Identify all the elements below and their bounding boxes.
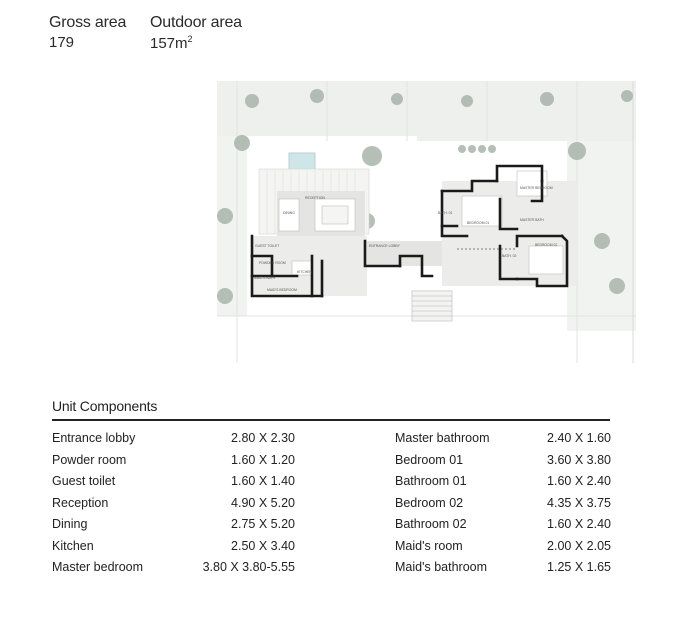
label-master-bedroom: MASTER BEDROOM <box>520 186 553 190</box>
label-kitchen: KITCHEN <box>297 270 312 274</box>
label-bedroom2: BEDROOM 02 <box>535 243 558 247</box>
component-row <box>395 560 611 582</box>
component-name: Bathroom 02 <box>395 517 467 531</box>
component-dimensions: 1.60 X 1.20 <box>231 452 295 467</box>
label-entrance-lobby: ENTRANCE LOBBY <box>369 244 400 248</box>
label-reception: RECEPTION <box>305 196 325 200</box>
unit-components-title: Unit Components <box>52 398 158 414</box>
component-name: Master bedroom <box>52 560 144 574</box>
component-name: Reception <box>52 495 109 510</box>
gross-area-value: 179 <box>49 34 75 51</box>
component-dimensions: 1.60 X 2.40 <box>547 517 611 531</box>
component-row <box>52 496 295 518</box>
component-dimensions: 1.60 X 1.40 <box>231 474 295 488</box>
component-name: Bedroom 01 <box>395 452 464 467</box>
component-dimensions: 2.80 X 2.30 <box>231 431 295 445</box>
label-master-bath: MASTER BATH <box>520 218 544 222</box>
component-dimensions: 1.25 X 1.65 <box>547 560 611 574</box>
component-row <box>395 496 611 518</box>
component-name: Guest toilet <box>52 474 116 488</box>
component-name: Bathroom 01 <box>395 474 467 488</box>
outdoor-area-unit: m <box>175 35 188 52</box>
label-powder-room: POWDER ROOM <box>259 261 286 265</box>
label-maids-bedroom: MAID'S BEDROOM <box>267 288 297 292</box>
label-bath2: BATH. 02 <box>502 254 517 258</box>
component-dimensions: 2.75 X 5.20 <box>231 517 295 531</box>
outdoor-area-number: 157 <box>150 35 176 52</box>
outdoor-area-label: Outdoor area <box>150 14 242 31</box>
component-dimensions: 3.60 X 3.80 <box>547 452 611 467</box>
component-row <box>395 431 611 453</box>
component-name: Entrance lobby <box>52 431 136 445</box>
component-row <box>395 517 611 539</box>
label-dining: DINING <box>283 211 295 215</box>
component-row <box>395 539 611 561</box>
component-dimensions: 4.35 X 3.75 <box>547 495 611 510</box>
label-bedroom1: BEDROOM 01 <box>467 221 490 225</box>
component-name: Dining <box>52 517 88 531</box>
component-row <box>52 517 295 539</box>
component-name: Maid's room <box>395 538 463 553</box>
component-dimensions: 1.60 X 2.40 <box>547 474 611 488</box>
component-row <box>52 560 295 582</box>
component-dimensions: 4.90 X 5.20 <box>231 495 295 510</box>
label-guest-toilet: GUEST TOILET <box>255 244 280 248</box>
label-bath1: BATH. 01 <box>438 211 453 215</box>
component-row <box>52 431 295 453</box>
outdoor-area <box>150 14 242 52</box>
component-dimensions: 2.40 X 1.60 <box>547 431 611 445</box>
outdoor-area-value <box>150 34 242 52</box>
outdoor-area-unit-sup: 2 <box>187 34 193 44</box>
component-name: Master bathroom <box>395 431 490 445</box>
component-row <box>395 453 611 475</box>
component-row <box>52 539 295 561</box>
component-name: Maid's bathroom <box>395 560 488 574</box>
components-right-column <box>395 431 611 582</box>
component-row <box>395 474 611 496</box>
gross-area <box>49 14 126 51</box>
gross-area-label: Gross area <box>49 14 127 31</box>
component-dimensions: 2.50 X 3.40 <box>231 538 295 553</box>
components-left-column <box>52 431 295 582</box>
title-divider <box>52 419 610 421</box>
label-maids-bath: MAID'S BATH <box>254 276 276 280</box>
component-row <box>52 474 295 496</box>
component-dimensions: 2.00 X 2.05 <box>547 538 611 553</box>
component-name: Bedroom 02 <box>395 495 464 510</box>
component-name: Kitchen <box>52 538 94 553</box>
component-row <box>52 453 295 475</box>
component-dimensions: 3.80 X 3.80-5.55 <box>202 560 295 574</box>
component-name: Powder room <box>52 452 127 467</box>
floor-plan <box>217 81 636 363</box>
